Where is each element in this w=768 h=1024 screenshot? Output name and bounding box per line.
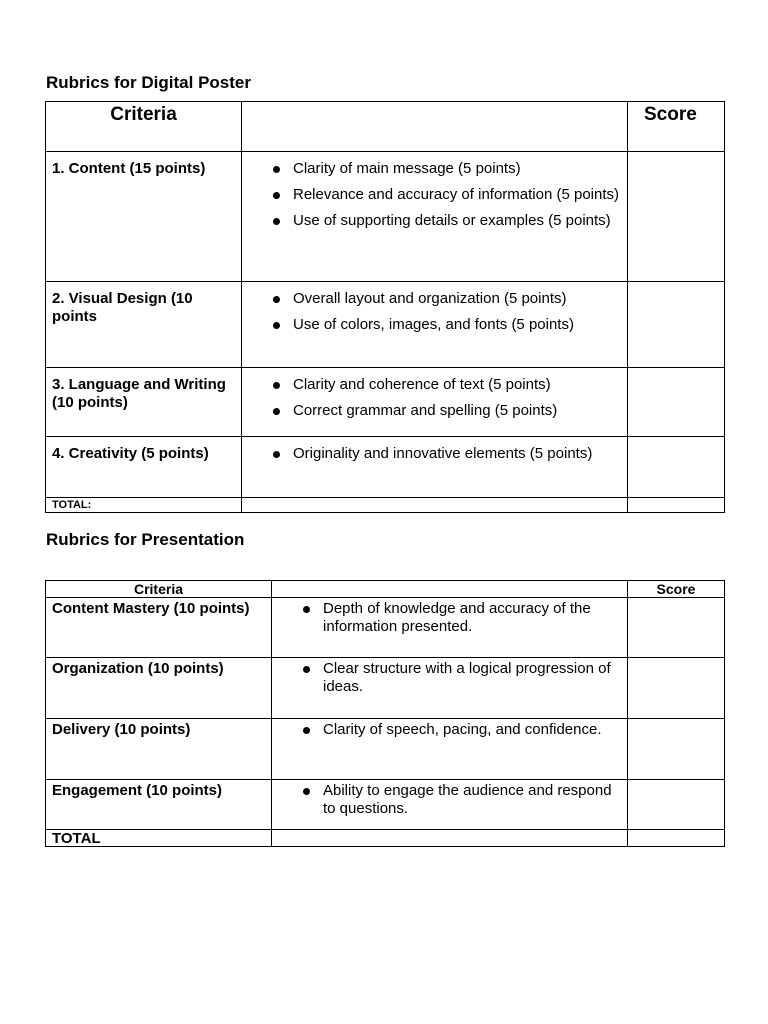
score-cell[interactable] — [628, 282, 725, 368]
score-cell[interactable] — [628, 152, 725, 282]
presentation-rubric-title: Rubrics for Presentation — [46, 530, 245, 549]
list-item: Originality and innovative elements (5 points) — [293, 445, 619, 463]
table-row — [46, 598, 725, 658]
score-cell[interactable] — [628, 598, 725, 658]
criteria-cell: Delivery (10 points) — [46, 719, 272, 780]
list-item: Relevance and accuracy of information (5 points) — [293, 186, 620, 203]
table-row — [46, 152, 725, 282]
description-cell — [242, 437, 628, 498]
list-item: Clear structure with a logical progression of ideas. — [323, 660, 619, 696]
bullet-list — [293, 160, 619, 230]
list-item: Overall layout and organization (5 points) — [293, 290, 619, 308]
bullet-list — [323, 660, 619, 696]
poster-rubric-title: Rubrics for Digital Poster — [46, 73, 251, 92]
list-item: Clarity and coherence of text (5 points) — [293, 376, 619, 394]
list-item: Correct grammar and spelling (5 points) — [293, 402, 619, 420]
description-cell — [242, 282, 628, 368]
list-item: Ability to engage the audience and respond to questions. — [323, 782, 619, 818]
total-row — [46, 830, 725, 847]
table-row — [46, 658, 725, 719]
total-description-cell — [272, 830, 628, 847]
poster-header-row — [46, 102, 725, 152]
bullet-list — [293, 376, 619, 420]
table-row — [46, 282, 725, 368]
score-header: Score — [628, 581, 725, 598]
poster-rubric-table — [45, 101, 725, 513]
description-cell — [242, 152, 628, 282]
total-label: TOTAL — [46, 830, 272, 847]
description-cell — [242, 368, 628, 437]
description-cell — [272, 658, 628, 719]
total-score-cell[interactable] — [628, 830, 725, 847]
score-cell[interactable] — [628, 719, 725, 780]
criteria-cell: 4. Creativity (5 points) — [46, 437, 242, 498]
criteria-cell: 1. Content (15 points) — [46, 152, 242, 282]
list-item: Use of supporting details or examples (5 points) — [293, 212, 619, 230]
total-description-cell — [242, 498, 628, 513]
bullet-list — [293, 290, 619, 334]
bullet-list — [293, 445, 619, 463]
table-row — [46, 437, 725, 498]
score-cell[interactable] — [628, 437, 725, 498]
criteria-header: Criteria — [46, 581, 272, 598]
description-header — [242, 102, 628, 152]
criteria-cell: 2. Visual Design (10 points — [46, 282, 242, 368]
total-label: TOTAL: — [46, 498, 242, 513]
bullet-list — [323, 600, 619, 636]
score-header: Score — [628, 102, 725, 152]
list-item: Clarity of main message (5 points) — [293, 160, 619, 178]
description-header — [272, 581, 628, 598]
total-row — [46, 498, 725, 513]
table-row — [46, 780, 725, 830]
total-score-cell[interactable] — [628, 498, 725, 513]
description-cell — [272, 719, 628, 780]
table-row — [46, 719, 725, 780]
list-item: Depth of knowledge and accuracy of the information presented. — [323, 600, 619, 636]
score-cell[interactable] — [628, 658, 725, 719]
description-cell — [272, 780, 628, 830]
criteria-cell: Engagement (10 points) — [46, 780, 272, 830]
list-item: Clarity of speech, pacing, and confidence. — [323, 721, 619, 739]
table-row — [46, 368, 725, 437]
bullet-list — [323, 721, 619, 739]
criteria-cell: Organization (10 points) — [46, 658, 272, 719]
criteria-header: Criteria — [46, 102, 242, 152]
list-item: Use of colors, images, and fonts (5 points) — [293, 316, 619, 334]
criteria-cell: Content Mastery (10 points) — [46, 598, 272, 658]
score-cell[interactable] — [628, 780, 725, 830]
score-cell[interactable] — [628, 368, 725, 437]
presentation-header-row — [46, 581, 725, 598]
bullet-list — [323, 782, 619, 818]
description-cell — [272, 598, 628, 658]
criteria-cell: 3. Language and Writing (10 points) — [46, 368, 242, 437]
presentation-rubric-table — [45, 580, 725, 847]
